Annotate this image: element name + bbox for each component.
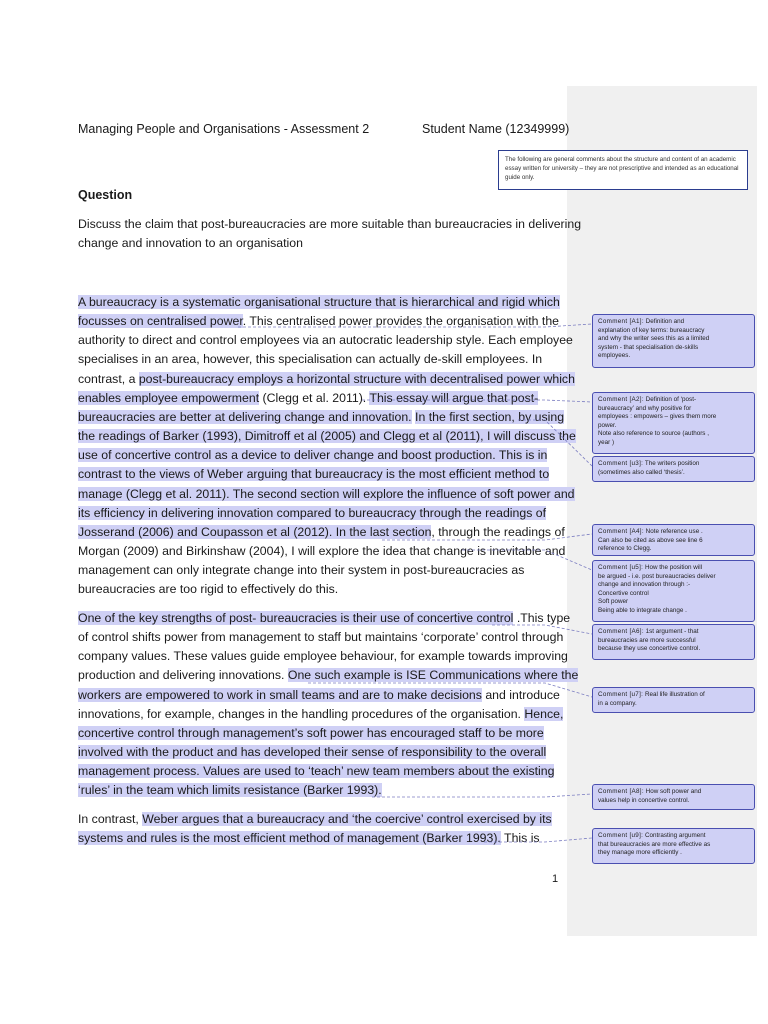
comment-connector	[382, 534, 592, 540]
comment-box[interactable]	[592, 392, 755, 454]
comment-connector	[518, 420, 592, 466]
highlighted-text: workers are empowered to work in small teams and are to make decisions	[78, 687, 482, 702]
text-run: management can only integrate change into their system in post-bureaucracies as	[78, 563, 525, 578]
comment-text: power.	[598, 421, 617, 429]
student-name: Student Name (12349999)	[422, 122, 570, 136]
comment-tag: Comment [u5]:	[598, 564, 644, 571]
comment-text: 1st argument - that	[645, 628, 699, 635]
comment-tag: Comment [A1]:	[598, 318, 644, 325]
highlighted-text: the readings of Barker (1993), Dimitroff et al (2005) and Clegg et al (2011), I will discuss the	[78, 429, 576, 444]
highlighted-text: bureaucracies are better at delivering change and innovation.	[78, 409, 412, 424]
comment-text: employees : empowers – gives them more	[598, 413, 717, 421]
comment-tag: Comment [u9]:	[598, 832, 644, 839]
comment-box[interactable]	[592, 456, 755, 482]
text-run: , through the readings of	[431, 524, 565, 539]
comment-connector	[238, 324, 592, 327]
comment-text: Can also be cited as above see line 6	[598, 536, 703, 544]
text-run: This is	[500, 831, 540, 846]
comment-text: because they use concertive control.	[598, 645, 701, 653]
highlighted-text: One such example is ISE Communications where the	[287, 668, 579, 683]
comment-text: be argued - i.e. post bureaucracies deliver	[598, 572, 716, 580]
comment-text: The writers position	[644, 460, 700, 467]
comment-tag: Comment [A8]:	[598, 788, 644, 795]
text-run: innovations, for example, changes in the handling procedures of the organisation.	[78, 706, 525, 721]
comment-text: employees.	[598, 352, 631, 360]
comment-box[interactable]	[592, 624, 755, 660]
comment-box[interactable]	[592, 784, 755, 810]
comment-box[interactable]	[592, 560, 755, 622]
text-run: authority to direct and control employees via an autocratic leadership style. Each employee	[78, 333, 573, 348]
text-run: .This type	[513, 611, 571, 625]
comment-connector	[492, 625, 592, 634]
highlighted-text: In the last section	[335, 524, 432, 539]
comment-text: Note also reference to source (authors ,	[598, 430, 709, 438]
comment-text: Soft power	[598, 598, 629, 606]
comment-box[interactable]	[592, 687, 755, 713]
text-run: production and delivering innovations.	[78, 668, 288, 683]
text-run: and introduce	[481, 687, 560, 702]
comment-text: Definition of ‘post-	[645, 396, 697, 403]
comment-text: change and innovation through :-	[598, 581, 691, 589]
text-run: of control shifts power from management to staff but maintains ‘corporate’ control through	[78, 630, 564, 645]
comment-text: in a company.	[598, 699, 637, 707]
comment-text: and why the writer sees this as a limited	[598, 335, 710, 343]
text-run: contrast, a	[78, 371, 139, 386]
comment-connector	[372, 794, 592, 797]
highlighted-text: concertive control through management’s soft power has encouraged staff to be more	[78, 725, 544, 740]
highlighted-text: A bureaucracy is a systematic organisational structure that is hierarchical and rigid which	[78, 295, 560, 309]
text-run: specialises in an area, however, this specialisation can actually de-skill employees. In	[78, 352, 543, 367]
comment-text: Note reference use .	[645, 528, 703, 535]
highlighted-text: its efficiency in delivering innovation compared to bureaucracy through the readings of	[78, 505, 547, 520]
text-run: . This centralised power provides the organisation with the	[242, 314, 559, 329]
highlighted-text: enables employee empowerment	[78, 390, 260, 405]
highlighted-text: management process. Values are used to ‘teach’ new team members about the existing	[78, 764, 555, 779]
comment-tag: Comment [A2]:	[598, 396, 644, 403]
intro-note-box: The following are general comments about the structure and content of an academic essay written for university – they are not prescriptive and intended as an educational guide only.	[498, 150, 748, 190]
text-run: In contrast,	[78, 812, 143, 826]
comment-text: values help in concertive control.	[598, 796, 690, 804]
highlighted-text: In the first section, by using	[415, 409, 565, 424]
comment-connector	[362, 400, 592, 402]
question-line: Discuss the claim that post-bureaucracies are more suitable than bureaucracies in delivering	[78, 217, 582, 231]
highlighted-text: focusses on centralised power	[78, 314, 243, 329]
highlighted-text: Josserand (2006) and Coupasson et al (2012).	[78, 524, 336, 539]
question-heading: Question	[78, 188, 133, 202]
comment-tag: Comment [u3]:	[598, 460, 644, 467]
comment-text: explanation of key terms: bureaucracy	[598, 326, 705, 334]
comment-text: reference to Clegg.	[598, 545, 652, 553]
highlighted-text: Weber argues that a bureaucracy and ‘the coercive’ control exercised by its	[142, 812, 552, 826]
comment-tag: Comment [A6]:	[598, 628, 644, 635]
course-title: Managing People and Organisations - Assessment 2	[78, 122, 370, 136]
comment-text: Definition and	[645, 318, 685, 325]
comment-text: year )	[598, 438, 615, 446]
comment-text: that bureaucracies are more effective as	[598, 840, 711, 848]
highlighted-text: Hence,	[524, 706, 564, 721]
comment-text: How the position will	[644, 564, 703, 571]
highlighted-text: ‘rules’ in the team which limits resistance (Barker 1993).	[78, 783, 382, 798]
comment-text: Real life illustration of	[644, 691, 705, 698]
comment-text: Contrasting argument	[644, 832, 706, 839]
comment-text: bureaucracies are more successful	[598, 636, 696, 644]
text-run: (Clegg et al. 2011).	[259, 390, 370, 405]
text-run: Morgan (2009) and Birkinshaw (2004), I will explore the idea that change is inevitable and	[78, 543, 566, 558]
comment-connector	[462, 550, 592, 570]
comment-tag: Comment [A4]:	[598, 528, 644, 535]
comment-text: system - that specialisation de-skills	[598, 343, 699, 351]
text-run: company values. These values guide employee behaviour, for example towards improving	[78, 649, 568, 664]
highlighted-text: One of the key strengths of post- bureaucracies is their use of concertive control	[78, 611, 514, 625]
highlighted-text: This essay will argue that post-	[369, 390, 539, 405]
highlighted-text: use of concertive control as a device to deliver change and boost production. This is in	[78, 448, 548, 463]
comment-text: How soft power and	[645, 788, 702, 795]
highlighted-text: post-bureaucracy employs a horizontal structure with decentralised power which	[138, 371, 575, 386]
page-number: 1	[552, 873, 559, 885]
comment-connector	[484, 838, 592, 842]
comment-text: Concertive control	[598, 589, 649, 597]
text-run: bureaucracies are too rigid to effectively do this.	[78, 582, 339, 597]
highlighted-text: manage (Clegg et al. 2011). The second section will explore the influence of soft power and	[78, 486, 575, 501]
comment-text: bureaucracy’ and why positive for	[598, 404, 692, 412]
highlighted-text: contrast to the views of Weber arguing that bureaucracy is the most efficient method to	[78, 467, 550, 482]
comment-text: (sometimes also called ‘thesis’.	[598, 468, 685, 476]
highlighted-text: systems and rules is the most efficient method of management (Barker 1993).	[78, 831, 501, 846]
comment-tag: Comment [u7]:	[598, 691, 644, 698]
comment-box[interactable]	[592, 828, 755, 864]
comment-connector	[308, 683, 592, 697]
comment-box[interactable]	[592, 524, 755, 556]
comment-text: Being able to integrate change .	[598, 606, 687, 614]
comment-box[interactable]	[592, 314, 755, 368]
highlighted-text: involved with the product and has developed their sense of responsibility to the overall	[78, 745, 547, 760]
comment-text: they manage more efficiently .	[598, 849, 682, 857]
question-line: change and innovation to an organisation	[78, 236, 303, 250]
